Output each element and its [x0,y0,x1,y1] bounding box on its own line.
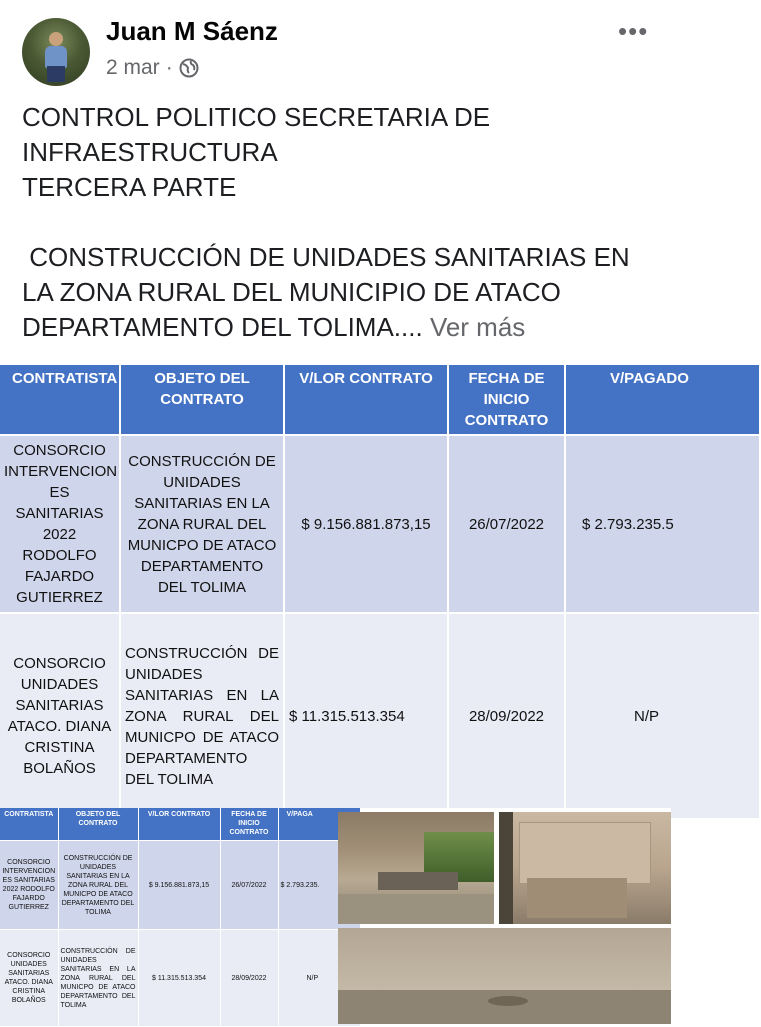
post-header [0,0,671,100]
table-row [0,435,760,613]
mini-header: FECHA DE INICIO CONTRATO [220,808,278,841]
mini-header: V/LOR CONTRATO [138,808,220,841]
mini-cell: CONSORCIO UNIDADES SANITARIAS ATACO. DIANA CRISTINA BOLAÑOS [0,930,58,1027]
post-date[interactable]: 2 mar [106,56,160,79]
cell-fecha: 26/07/2022 [448,435,565,613]
see-more-link[interactable]: Ver más [429,312,526,342]
post-text [22,100,652,345]
mini-cell: CONSTRUCCIÓN DE UNIDADES SANITARIAS EN LA ZONA RURAL DEL MUNICPO DE ATACO DEPARTAMENTO DEL TOLIMA [58,841,138,930]
header-contratista: CONTRATISTA [0,365,120,435]
mini-cell: CONSTRUCCIÓN DE UNIDADES SANITARIAS EN LA ZONA RURAL DEL MUNICPO DE ATACO DEPARTAMENTO DEL TOLIMA [58,930,138,1027]
mini-cell: $ 2.793.235. [278,841,360,930]
post-line-text: DEPARTAMENTO DEL TOLIMA.... [22,312,423,342]
globe-icon [179,58,199,78]
construction-photo[interactable] [338,928,671,1024]
mini-contract-table [0,808,361,1027]
cell-fecha: 28/09/2022 [448,613,565,819]
avatar[interactable] [22,18,90,86]
post-line: LA ZONA RURAL DEL MUNICIPIO DE ATACO [22,277,561,307]
table-row [0,613,760,819]
mini-header: CONTRATISTA [0,808,58,841]
author-name[interactable]: Juan M Sáenz [106,16,278,46]
mini-header: OBJETO DEL CONTRATO [58,808,138,841]
post-line-last [22,310,652,345]
meta-separator: · [165,56,173,79]
more-dots-icon[interactable]: ••• [618,16,649,46]
mini-cell: 28/09/2022 [220,930,278,1027]
post-line: CONTROL POLITICO SECRETARIA DE [22,102,491,132]
header-pagado: V/PAGADO [565,365,760,435]
post-line: TERCERA PARTE [22,172,237,202]
cell-contratista: CONSORCIO UNIDADES SANITARIAS ATACO. DIANA CRISTINA BOLAÑOS [0,613,120,819]
post-line: CONSTRUCCIÓN DE UNIDADES SANITARIAS EN [22,242,630,272]
collage-table-image[interactable] [0,808,334,1024]
cell-contratista: CONSORCIO INTERVENCION ES SANITARIAS 2022 RODOLFO FAJARDO GUTIERREZ [0,435,120,613]
construction-photo[interactable] [338,812,494,924]
cell-valor: $ 11.315.513.354 [284,613,448,819]
mini-cell: 26/07/2022 [220,841,278,930]
post-meta [106,56,199,80]
mini-cell: $ 11.315.513.354 [138,930,220,1027]
header-fecha: FECHA DE INICIO CONTRATO [448,365,565,435]
construction-photo[interactable] [499,812,671,924]
header-objeto: OBJETO DEL CONTRATO [120,365,284,435]
contract-table-image[interactable] [0,365,689,800]
cell-valor: $ 9.156.881.873,15 [284,435,448,613]
photo-collage [0,808,671,1024]
mini-table-row [0,930,360,1027]
mini-header: V/PAGA [278,808,360,841]
contract-table [0,365,761,820]
cell-objeto: CONSTRUCCIÓN DE UNIDADES SANITARIAS EN LA ZONA RURAL DEL MUNICPO DE ATACO DEPARTAMENTO DEL TOLIMA [120,613,284,819]
mini-cell: CONSORCIO INTERVENCION ES SANITARIAS 2022 RODOLFO FAJARDO GUTIERREZ [0,841,58,930]
mini-table-row [0,841,360,930]
mini-cell: N/P [278,930,360,1027]
cell-pagado: N/P [565,613,760,819]
mini-cell: $ 9.156.881.873,15 [138,841,220,930]
header-valor: V/LOR CONTRATO [284,365,448,435]
cell-objeto: CONSTRUCCIÓN DE UNIDADES SANITARIAS EN LA ZONA RURAL DEL MUNICPO DE ATACO DEPARTAMENTO DEL TOLIMA [120,435,284,613]
post-line: INFRAESTRUCTURA [22,137,278,167]
cell-pagado: $ 2.793.235.5 [565,435,760,613]
